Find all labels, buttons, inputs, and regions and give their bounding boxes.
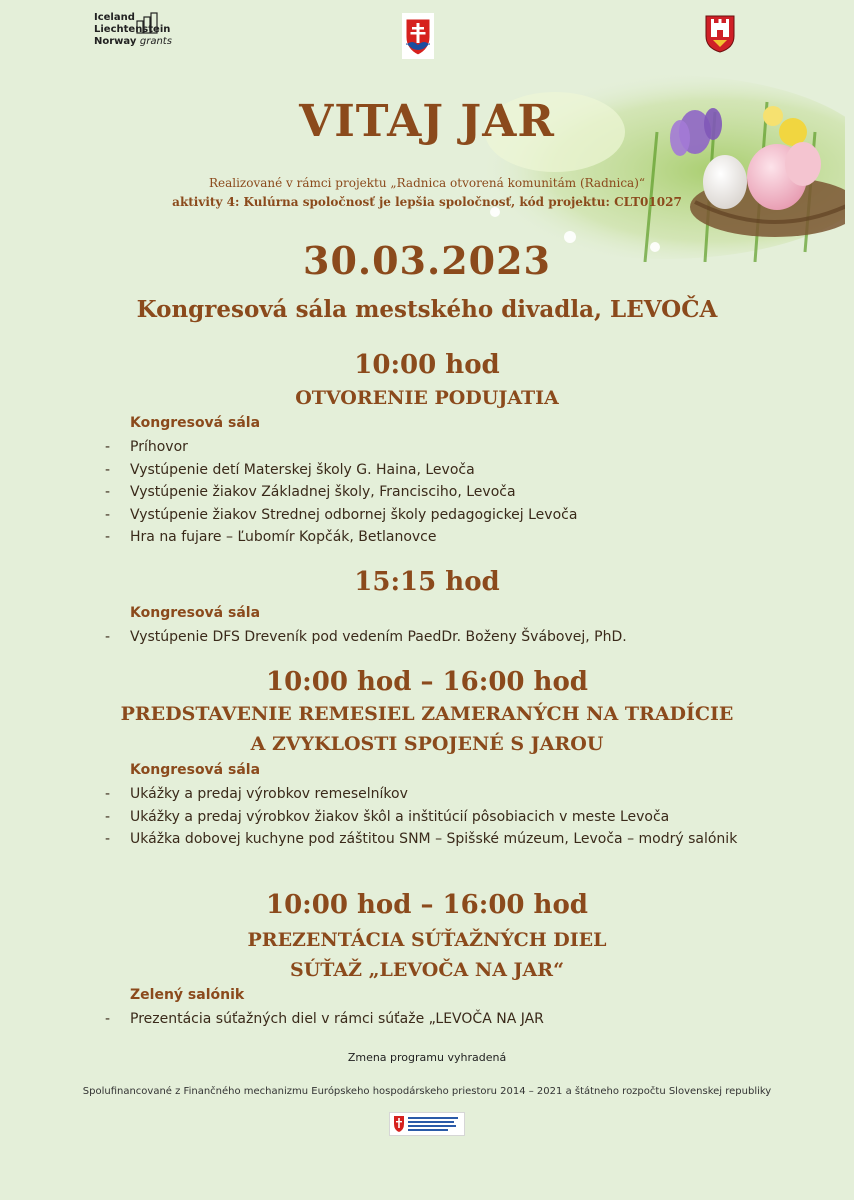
list-item: - Vystúpenie detí Materskej školy G. Haina, Levoča	[105, 459, 825, 482]
section-2-location: Kongresová sála	[130, 605, 261, 621]
section-1-time: 10:00 hod	[354, 350, 500, 380]
section-3-time: 10:00 hod – 16:00 hod	[266, 667, 588, 697]
section-3-location: Kongresová sála	[130, 762, 261, 778]
list-item: - Prezentácia súťažných diel v rámci súťaže „LEVOČA NA JAR	[105, 1008, 825, 1031]
section-3-list	[105, 783, 825, 851]
list-item: - Príhovor	[105, 436, 825, 459]
funding-statement: Spolufinancované z Finančného mechanizmu Európskeho hospodárskeho priestoru 2014 – 2021 a štátneho rozpočtu Slovenskej republiky	[82, 1086, 772, 1097]
section-4-subtitle-1: PREZENTÁCIA SÚŤAŽNÝCH DIEL	[247, 929, 607, 951]
project-line-2: aktivity 4: Kulúrna spoločnosť je lepšia spoločnosť, kód projektu: CLT01027	[172, 195, 682, 209]
section-2-time: 15:15 hod	[354, 567, 500, 597]
list-item: - Vystúpenie DFS Dreveník pod vedením PaedDr. Boženy Švábovej, PhD.	[105, 626, 825, 649]
list-item: - Ukážky a predaj výrobkov remeselníkov	[105, 783, 825, 806]
levoca-coat-of-arms-icon	[704, 14, 736, 54]
list-item: - Vystúpenie žiakov Strednej odbornej školy pedagogickej Levoča	[105, 504, 825, 527]
event-venue: Kongresová sála mestského divadla, LEVOČA	[136, 296, 718, 323]
section-1-list	[105, 436, 825, 549]
section-1-location: Kongresová sála	[130, 415, 261, 431]
list-item: - Vystúpenie žiakov Základnej školy, Francisciho, Levoča	[105, 481, 825, 504]
list-item: - Hra na fujare – Ľubomír Kopčák, Betlanovce	[105, 526, 825, 549]
section-4-list	[105, 1008, 825, 1031]
ministry-logo-icon	[389, 1112, 465, 1136]
section-1-subtitle: OTVORENIE PODUJATIA	[295, 387, 559, 409]
section-4-location: Zelený salónik	[130, 987, 245, 1003]
section-3-subtitle-1: PREDSTAVENIE REMESIEL ZAMERANÝCH NA TRADÍCIE	[120, 703, 734, 725]
eea-logo-norway: Norway	[94, 36, 137, 47]
section-3-subtitle-2: A ZVYKLOSTI SPOJENÉ S JAROU	[250, 733, 604, 755]
list-item: - Ukážka dobovej kuchyne pod záštitou SNM – Spišské múzeum, Levoča – modrý salónik	[105, 828, 825, 851]
eea-blocks-icon	[136, 12, 158, 34]
program-change-note: Zmena programu vyhradená	[347, 1051, 507, 1064]
eea-grants-logo	[94, 12, 172, 48]
section-4-time: 10:00 hod – 16:00 hod	[266, 890, 588, 920]
eea-logo-grants: grants	[139, 36, 172, 47]
section-4-subtitle-2: SÚŤAŽ „LEVOČA NA JAR“	[290, 959, 564, 981]
eea-logo-iceland: Iceland	[94, 12, 135, 23]
event-date: 30.03.2023	[303, 238, 551, 283]
project-line-1: Realizované v rámci projektu „Radnica otvorená komunitám (Radnica)“	[208, 176, 646, 190]
section-2-list	[105, 626, 825, 649]
eea-logo-liechtenstein: Liechtenstein	[94, 24, 171, 35]
slovak-coat-of-arms-icon	[402, 13, 434, 59]
list-item: - Ukážky a predaj výrobkov žiakov škôl a inštitúcií pôsobiacich v meste Levoča	[105, 806, 825, 829]
event-title: VITAJ JAR	[299, 96, 555, 147]
